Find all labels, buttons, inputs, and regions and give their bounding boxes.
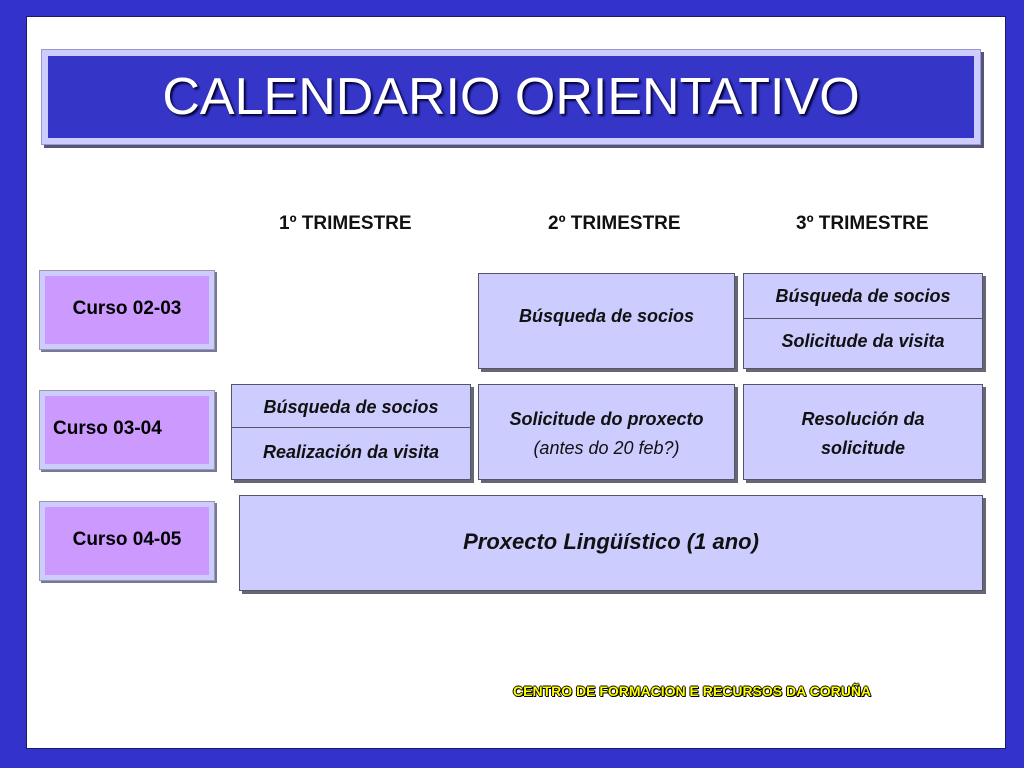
title-box: [41, 49, 981, 145]
row2-t2-line1: Solicitude do proxecto: [509, 409, 704, 429]
row1-t2-cell: [478, 273, 735, 369]
row2-t1-top-text: Búsqueda de socios: [263, 397, 439, 417]
trimestre-1-header: 1º TRIMESTRE: [279, 213, 412, 234]
row1-t2-text: Búsqueda de socios: [518, 306, 695, 326]
row2-t2-cell: [478, 384, 735, 480]
title-bar: [48, 56, 974, 138]
slide: [26, 16, 1006, 749]
page-title: CALENDARIO ORIENTATIVO: [162, 68, 860, 126]
trimestre-2-header: 2º TRIMESTRE: [548, 213, 681, 234]
curso-04-05-text: Curso 04-05: [72, 529, 182, 550]
curso-03-04-text: Curso 03-04: [53, 418, 162, 439]
row2-t2-line2: (antes do 20 feb?): [533, 438, 680, 458]
curso-04-05-label: [39, 501, 215, 581]
trimestre-3-header: 3º TRIMESTRE: [796, 213, 929, 234]
curso-03-04-label: [39, 390, 215, 470]
row1-t3-top-text: Búsqueda de socios: [775, 286, 951, 306]
row2-t3-line2: solicitude: [820, 438, 905, 458]
curso-02-03-text: Curso 02-03: [72, 298, 182, 319]
curso-02-03-label: [39, 270, 215, 350]
row2-t1-cell: [231, 384, 471, 480]
row3-full-cell: [239, 495, 983, 591]
row2-t3-line1: Resolución da: [801, 409, 925, 429]
row1-t3-cell: [743, 273, 983, 369]
row1-t3-bottom-text: Solicitude da visita: [781, 331, 945, 351]
row2-t3-cell: [743, 384, 983, 480]
row3-full-text: Proxecto Lingüístico (1 ano): [463, 529, 759, 554]
row2-t1-divider: [232, 427, 470, 428]
row1-t3-divider: [744, 318, 982, 319]
footer-credit: CENTRO DE FORMACION E RECURSOS DA CORUÑA: [513, 683, 872, 699]
row2-t1-bottom-text: Realización da visita: [262, 442, 440, 462]
